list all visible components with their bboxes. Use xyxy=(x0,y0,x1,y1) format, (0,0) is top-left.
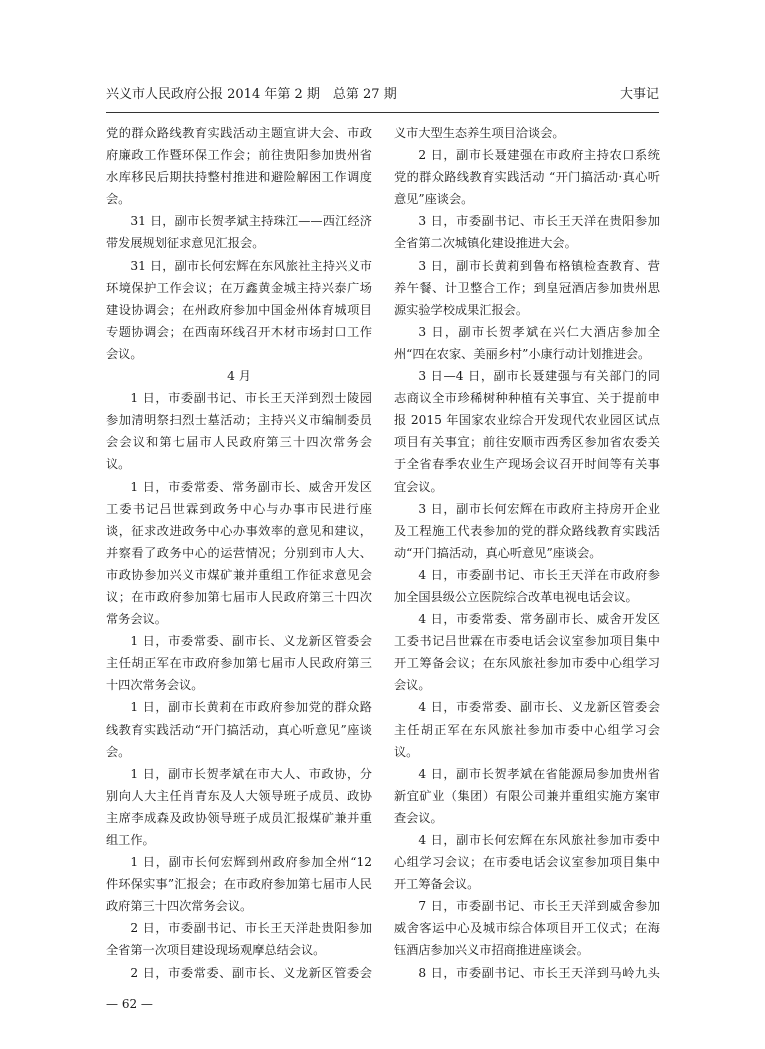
left-column xyxy=(106,122,372,980)
right-column xyxy=(394,122,660,980)
article-body xyxy=(106,122,660,980)
event-entry: 3 日，副市长黄莉到鲁布格镇检查教育、营养午餐、计卫整合工作；到皇冠酒店参加贵州思源实验学校成果汇报会。 xyxy=(394,258,660,317)
event-entry: 2 日，副市长聂建强在市政府主持农口系统党的群众路线教育实践活动 “开门搞活动·真心听意见”座谈会。 xyxy=(394,148,660,207)
event-entry: 4 日，市委副书记、市长王天洋在市政府参加全国县级公立医院综合改革电视电话会议。 xyxy=(394,567,660,604)
page-header xyxy=(106,84,659,106)
event-entry: 4 日，市委常委、常务副市长、威舍开发区工委书记吕世霖在市委电话会议室参加项目集中开工筹备会议；在东风旅社参加市委中心组学习会议。 xyxy=(394,612,660,693)
event-entry: 1 日，副市长黄莉在市政府参加党的群众路线教育实践活动“开门搞活动，真心听意见”座谈会。 xyxy=(106,700,372,759)
event-entry: 1 日，市委副书记、市长王天洋到烈士陵园参加清明祭扫烈士墓活动；主持兴义市编制委员会会议和第七届市人民政府第三十四次常务会议。 xyxy=(106,391,372,472)
section-title: 大事记 xyxy=(619,87,659,102)
event-entry: 1 日，市委常委、副市长、义龙新区管委会主任胡正军在市政府参加第七届市人民政府第三十四次常务会议。 xyxy=(106,634,372,693)
event-entry: 31 日，副市长贺孝斌主持珠江——西江经济带发展规划征求意见汇报会。 xyxy=(106,214,372,251)
event-entry: 3 日，副市长贺孝斌在兴仁大酒店参加全州“四在农家、美丽乡村”小康行动计划推进会。 xyxy=(394,324,660,361)
page-footer xyxy=(106,994,153,1014)
month-heading: 4 月 xyxy=(227,369,251,384)
event-entry: 1 日，副市长何宏辉到州政府参加全州“12 件环保实事”汇报会；在市政府参加第七届市人民政府第三十四次常务会议。 xyxy=(106,855,372,914)
event-entry: 1 日，市委常委、常务副市长、威舍开发区工委书记吕世霖到政务中心与办事市民进行座谈，征求改进政务中心办事效率的意见和建议，并察看了政务中心的运营情况；分别到市人大、市政协参加兴义市煤矿兼并重组工作征求意见会议；在市政府参加第七届市人民政府第三十四次常务会议。 xyxy=(106,479,372,627)
header-divider xyxy=(106,112,659,113)
event-entry: 2 日，市委常委、副市长、义龙新区管委会 xyxy=(130,965,372,980)
page-number: — 62 — xyxy=(106,997,153,1011)
event-entry: 31 日，副市长何宏辉在东风旅社主持兴义市环境保护工作会议；在万鑫黄金城主持兴泰广场建设协调会；在州政府参加中国金州体育城项目专题协调会；在西南环线召开木材市场封口工作会议。 xyxy=(106,258,372,361)
event-entry: 义市大型生态养生项目洽谈会。 xyxy=(394,126,565,140)
event-entry: 3 日，市委副书记、市长王天洋在贵阳参加全省第二次城镇化建设推进大会。 xyxy=(394,214,660,251)
event-entry: 1 日，副市长贺孝斌在市大人、市政协，分别向人大主任肖青东及人大领导班子成员、政协主席李成森及政协领导班子成员汇报煤矿兼并重组工作。 xyxy=(106,766,372,847)
event-entry: 2 日，市委副书记、市长王天洋赴贵阳参加全省第一次项目建设现场观摩总结会议。 xyxy=(106,921,372,958)
publication-title: 兴义市人民政府公报 2014 年第 2 期 总第 27 期 xyxy=(106,87,397,102)
event-entry: 4 日，副市长何宏辉在东风旅社参加市委中心组学习会议；在市委电话会议室参加项目集中开工筹备会议。 xyxy=(394,833,660,892)
event-entry: 4 日，市委常委、副市长、义龙新区管委会主任胡正军在东风旅社参加市委中心组学习会议。 xyxy=(394,700,660,759)
event-entry: 8 日，市委副书记、市长王天洋到马岭九头 xyxy=(418,965,660,980)
event-entry: 3 日，副市长何宏辉在市政府主持房开企业及工程施工代表参加的党的群众路线教育实践活动“开门搞活动，真心听意见”座谈会。 xyxy=(394,501,660,560)
event-entry: 3 日—4 日，副市长聂建强与有关部门的同志商议全市珍稀树种种植有关事宜、关于提前申报 2015 年国家农业综合开发现代农业园区试点项目有关事宜；前往安顺市西秀区参加省农委关于全省春季农业生产现场会议召开时间等有关事宜会议。 xyxy=(394,369,660,494)
event-entry: 7 日，市委副书记、市长王天洋到威舍参加威舍客运中心及城市综合体项目开工仪式；在海钰酒店参加兴义市招商推进座谈会。 xyxy=(394,899,660,958)
event-entry: 党的群众路线教育实践活动主题宣讲大会、市政府廉政工作暨环保工作会；前往贵阳参加贵州省水库移民后期扶持整村推进和避险解困工作调度会。 xyxy=(106,126,372,207)
event-entry: 4 日，副市长贺孝斌在省能源局参加贵州省新宜矿业（集团）有限公司兼并重组实施方案审查会议。 xyxy=(394,766,660,825)
